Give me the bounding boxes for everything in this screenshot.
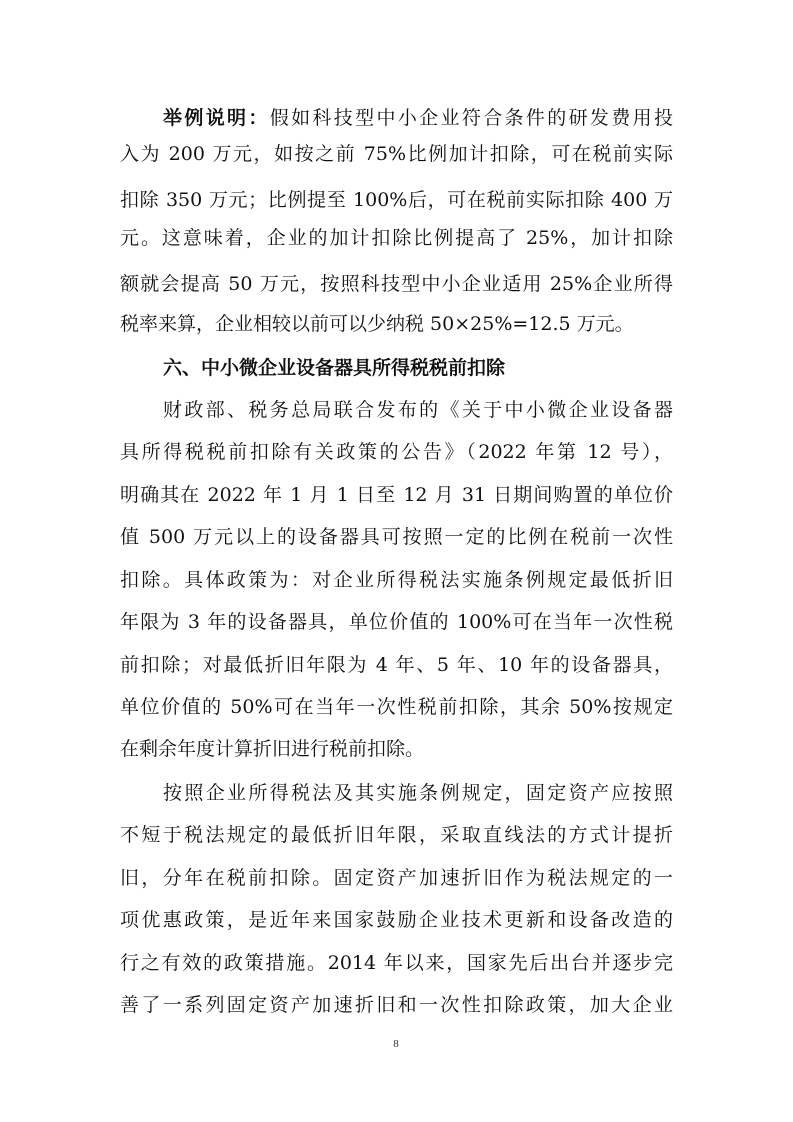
page-number: 8 (393, 1038, 399, 1050)
background-line-3: 旧，分年在税前扣除。固定资产加速折旧作为税法规定的一 (120, 867, 673, 889)
background-line-1: 按照企业所得税法及其实施条例规定，固定资产应按照 (163, 782, 673, 804)
example-label: 举例说明： (163, 107, 270, 129)
example-text: 假如科技型中小企业符合条件的研发费用投 (269, 107, 673, 129)
policy-line-5: 扣除。具体政策为：对企业所得税法实施条例规定最低折旧 (120, 569, 673, 591)
policy-line-6: 年限为 3 年的设备器具，单位价值的 100%可在当年一次性税 (120, 611, 673, 633)
example-line-3: 扣除 350 万元；比例提至 100%后，可在税前实际扣除 400 万 (120, 189, 673, 211)
policy-line-3: 明确其在 2022 年 1 月 1 日至 12 月 31 日期间购置的单位价 (120, 484, 673, 506)
example-line-5: 额就会提高 50 万元，按照科技型中小企业适用 25%企业所得 (120, 273, 673, 295)
example-line-4: 元。这意味着，企业的加计扣除比例提高了 25%，加计扣除 (120, 227, 673, 249)
example-line-1 (163, 98, 673, 138)
background-line-5: 行之有效的政策措施。2014 年以来，国家先后出台并逐步完 (120, 952, 673, 974)
background-line-4: 项优惠政策，是近年来国家鼓励企业技术更新和设备改造的 (120, 909, 673, 931)
policy-line-8: 单位价值的 50%可在当年一次性税前扣除，其余 50%按规定 (120, 696, 673, 718)
policy-line-4: 值 500 万元以上的设备器具可按照一定的比例在税前一次性 (120, 526, 673, 548)
background-line-2: 不短于税法规定的最低折旧年限，采取直线法的方式计提折 (120, 824, 673, 846)
policy-line-2: 具所得税税前扣除有关政策的公告》（2022 年第 12 号）， (120, 441, 673, 463)
section-heading: 六、中小微企业设备器具所得税税前扣除 (163, 357, 506, 379)
example-line-6: 税率来算，企业相较以前可以少纳税 50×25%=12.5 万元。 (120, 313, 634, 335)
background-line-6: 善了一系列固定资产加速折旧和一次性扣除政策，加大企业 (120, 994, 673, 1016)
policy-line-9: 在剩余年度计算折旧进行税前扣除。 (120, 738, 425, 760)
policy-line-7: 前扣除；对最低折旧年限为 4 年、5 年、10 年的设备器具， (120, 654, 673, 676)
example-line-2: 入为 200 万元，如按之前 75%比例加计扣除，可在税前实际 (120, 143, 673, 165)
policy-line-1: 财政部、税务总局联合发布的《关于中小微企业设备器 (163, 399, 673, 421)
